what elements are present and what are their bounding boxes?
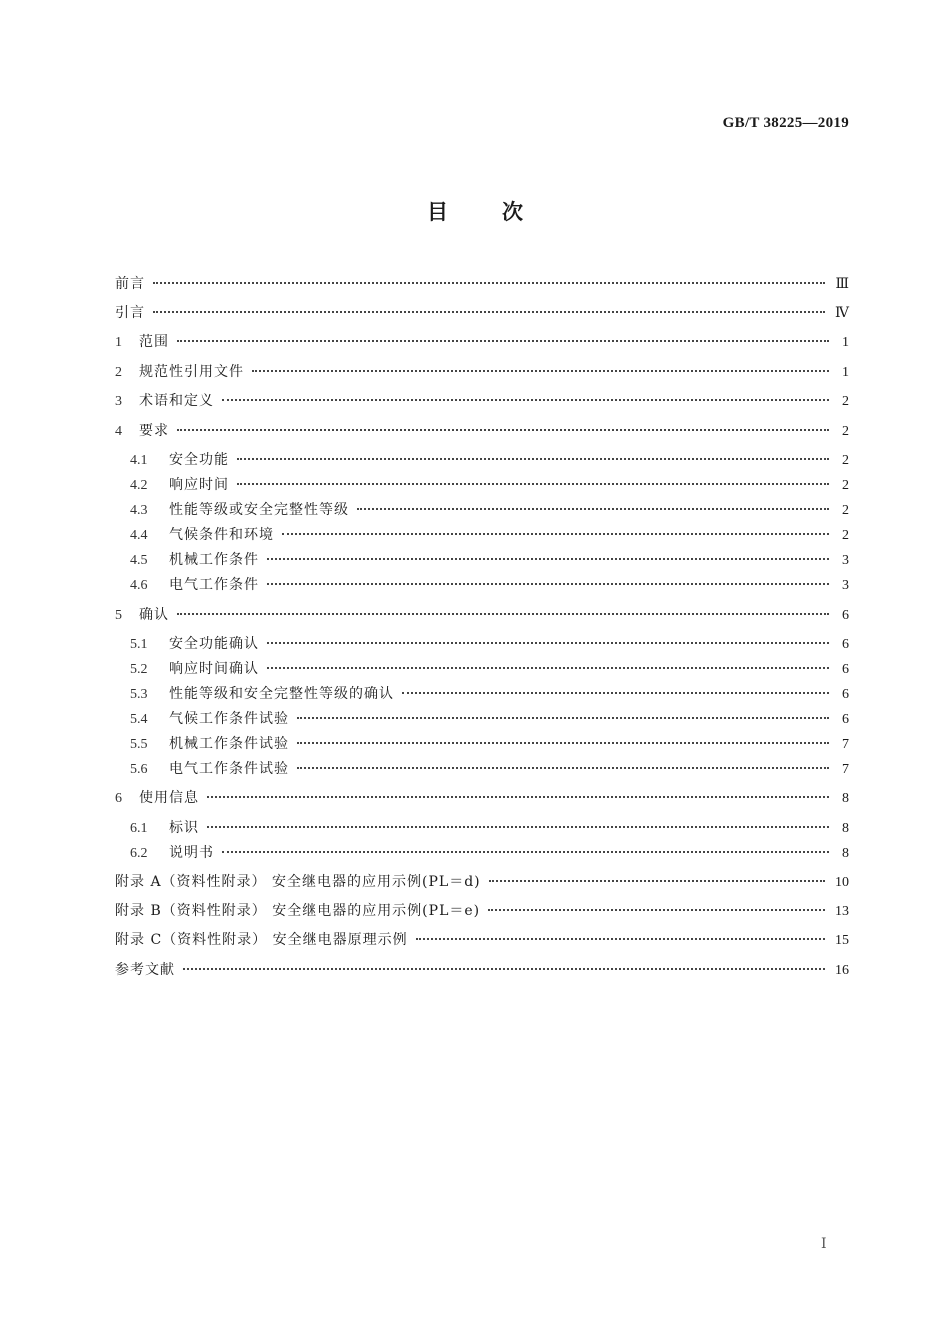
toc-entry-label: 前言 <box>115 276 145 292</box>
toc-dot-leader <box>237 458 829 460</box>
toc-entry-label: 确认 <box>139 607 169 623</box>
toc-dot-leader <box>153 282 825 284</box>
toc-entry-page: 2 <box>842 503 849 518</box>
toc-entry-number: 3 <box>115 394 122 409</box>
toc-entry-page: 7 <box>842 737 849 752</box>
toc-dot-leader <box>183 968 825 970</box>
toc-entry-page: 3 <box>842 553 849 568</box>
toc-entry-number: 2 <box>115 365 122 380</box>
toc-entry-label: 电气工作条件 <box>169 577 259 593</box>
toc-entry-page: 6 <box>842 608 849 623</box>
toc-entry-page: 10 <box>835 875 849 890</box>
toc-entry-label: 安全功能确认 <box>169 636 259 652</box>
toc-entry[interactable] <box>130 733 849 755</box>
toc-entry-page: 2 <box>842 424 849 439</box>
toc-entry-label: 附录 A（资料性附录） 安全继电器的应用示例(PL＝d) <box>115 874 481 890</box>
toc-entry[interactable] <box>130 499 849 521</box>
toc-entry[interactable] <box>130 842 849 864</box>
toc-entry-label: 术语和定义 <box>139 393 214 409</box>
toc-entry-page: 15 <box>835 933 849 948</box>
toc-entry[interactable] <box>130 574 849 596</box>
toc-entry-number: 5 <box>115 608 122 623</box>
toc-entry[interactable] <box>130 817 849 839</box>
toc-entry-label: 使用信息 <box>139 790 199 806</box>
toc-entry-page: 2 <box>842 528 849 543</box>
toc-entry-number: 1 <box>115 335 122 350</box>
toc-entry-label: 说明书 <box>169 845 214 861</box>
toc-dot-leader <box>297 742 829 744</box>
toc-entry[interactable] <box>115 871 849 893</box>
toc-entry-number: 4.2 <box>130 478 148 493</box>
toc-entry-number: 4 <box>115 424 122 439</box>
toc-entry-number: 6.2 <box>130 846 148 861</box>
toc-entry[interactable] <box>115 420 849 442</box>
toc-dot-leader <box>177 340 829 342</box>
toc-dot-leader <box>416 938 825 940</box>
toc-entry-number: 5.4 <box>130 712 148 727</box>
page-folio: Ⅰ <box>821 1237 827 1252</box>
toc-entry[interactable] <box>115 302 849 324</box>
toc-dot-leader <box>488 909 825 911</box>
toc-entry[interactable] <box>115 900 849 922</box>
toc-dot-leader <box>237 483 829 485</box>
toc-entry-page: 8 <box>842 821 849 836</box>
toc-entry-page: 6 <box>842 712 849 727</box>
toc-entry-page: 1 <box>842 365 849 380</box>
toc-entry[interactable] <box>130 758 849 780</box>
toc-entry-number: 5.2 <box>130 662 148 677</box>
toc-entry-page: 6 <box>842 662 849 677</box>
toc-entry-number: 4.6 <box>130 578 148 593</box>
toc-entry-page: Ⅳ <box>835 306 849 321</box>
toc-entry-label: 附录 C（资料性附录） 安全继电器原理示例 <box>115 932 408 948</box>
toc-dot-leader <box>267 642 829 644</box>
toc-entry-page: 8 <box>842 846 849 861</box>
toc-entry[interactable] <box>130 708 849 730</box>
toc-entry[interactable] <box>115 929 849 951</box>
toc-entry[interactable] <box>115 331 849 353</box>
toc-dot-leader <box>267 667 829 669</box>
toc-dot-leader <box>297 717 829 719</box>
toc-entry-label: 安全功能 <box>169 452 229 468</box>
toc-dot-leader <box>267 558 829 560</box>
toc-entry[interactable] <box>115 787 849 809</box>
toc-entry-label: 机械工作条件 <box>169 552 259 568</box>
toc-entry[interactable] <box>130 549 849 571</box>
toc-entry-label: 附录 B（资料性附录） 安全继电器的应用示例(PL＝e) <box>115 903 481 919</box>
toc-entry-label: 引言 <box>115 305 145 321</box>
toc-entry[interactable] <box>130 474 849 496</box>
toc-entry-number: 5.3 <box>130 687 148 702</box>
page-title: 目次 <box>427 200 577 224</box>
toc-entry-label: 性能等级或安全完整性等级 <box>169 502 349 518</box>
toc-entry-page: 8 <box>842 791 849 806</box>
toc-dot-leader <box>357 508 829 510</box>
toc-entry-page: 7 <box>842 762 849 777</box>
toc-dot-leader <box>402 692 829 694</box>
toc-entry-label: 气候工作条件试验 <box>169 711 289 727</box>
toc-entry-label: 范围 <box>139 334 169 350</box>
toc-entry[interactable] <box>115 361 849 383</box>
toc-entry-number: 4.3 <box>130 503 148 518</box>
toc-entry-number: 4.5 <box>130 553 148 568</box>
toc-entry-label: 标识 <box>169 820 199 836</box>
toc-entry-label: 规范性引用文件 <box>139 364 244 380</box>
toc-entry-number: 4.4 <box>130 528 148 543</box>
toc-dot-leader <box>222 851 829 853</box>
toc-entry-page: 2 <box>842 394 849 409</box>
toc-entry-page: 1 <box>842 335 849 350</box>
toc-entry-label: 电气工作条件试验 <box>169 761 289 777</box>
toc-dot-leader <box>207 796 829 798</box>
toc-entry-number: 6.1 <box>130 821 148 836</box>
toc-entry-page: 16 <box>835 963 849 978</box>
toc-entry[interactable] <box>115 604 849 626</box>
toc-entry[interactable] <box>130 683 849 705</box>
toc-dot-leader <box>252 370 829 372</box>
toc-entry[interactable] <box>130 524 849 546</box>
toc-entry-page: 2 <box>842 478 849 493</box>
toc-entry[interactable] <box>115 390 849 412</box>
toc-entry-page: 13 <box>835 904 849 919</box>
toc-entry[interactable] <box>115 959 849 981</box>
toc-entry[interactable] <box>115 273 849 295</box>
toc-entry-label: 要求 <box>139 423 169 439</box>
toc-entry[interactable] <box>130 658 849 680</box>
toc-entry[interactable] <box>130 633 849 655</box>
toc-entry-label: 气候条件和环境 <box>169 527 274 543</box>
standard-number: GB/T 38225—2019 <box>722 115 849 131</box>
toc-entry-page: Ⅲ <box>835 277 849 292</box>
toc-entry-number: 4.1 <box>130 453 148 468</box>
toc-entry-page: 2 <box>842 453 849 468</box>
toc-dot-leader <box>222 399 829 401</box>
toc-entry-number: 5.1 <box>130 637 148 652</box>
toc-entry-number: 5.6 <box>130 762 148 777</box>
toc-entry-page: 6 <box>842 637 849 652</box>
toc-entry-label: 参考文献 <box>115 962 175 978</box>
toc-dot-leader <box>282 533 829 535</box>
toc-dot-leader <box>153 311 825 313</box>
toc-entry-label: 响应时间 <box>169 477 229 493</box>
toc-entry-number: 6 <box>115 791 122 806</box>
toc-entry-label: 响应时间确认 <box>169 661 259 677</box>
toc-dot-leader <box>177 613 829 615</box>
toc-dot-leader <box>207 826 829 828</box>
toc-entry-label: 机械工作条件试验 <box>169 736 289 752</box>
toc-entry-page: 3 <box>842 578 849 593</box>
toc-entry-page: 6 <box>842 687 849 702</box>
toc-dot-leader <box>177 429 829 431</box>
toc-entry-label: 性能等级和安全完整性等级的确认 <box>169 686 394 702</box>
toc-dot-leader <box>297 767 829 769</box>
toc-entry-number: 5.5 <box>130 737 148 752</box>
toc-dot-leader <box>267 583 829 585</box>
toc-entry[interactable] <box>130 449 849 471</box>
toc-dot-leader <box>489 880 825 882</box>
